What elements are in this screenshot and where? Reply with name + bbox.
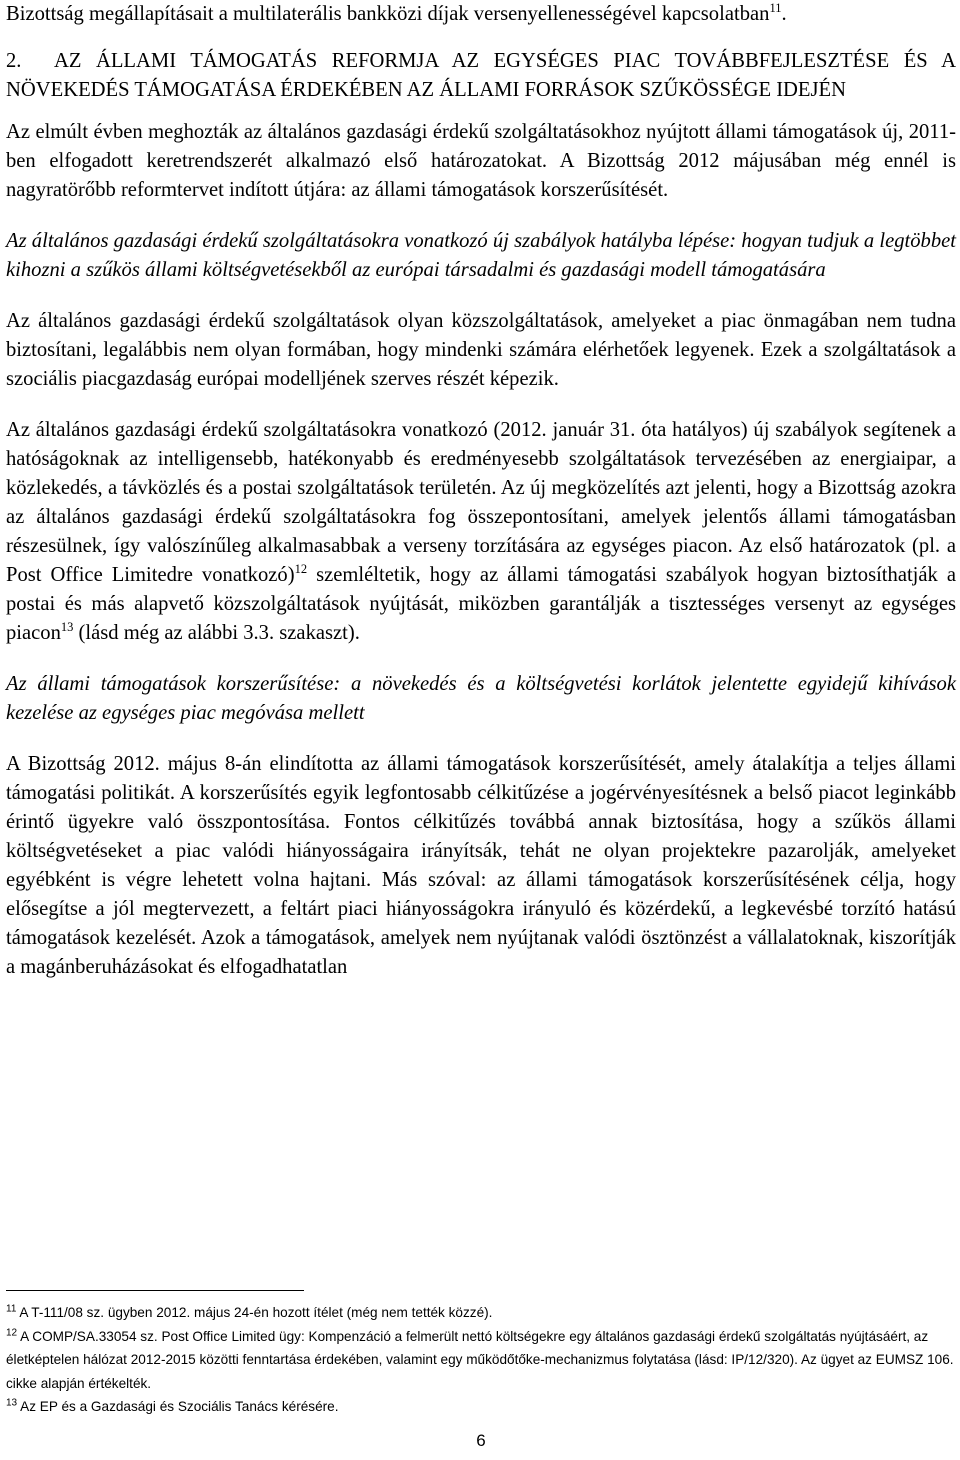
footnote-ref-11[interactable]: 11 [769, 0, 782, 15]
page-number: 6 [476, 1431, 486, 1450]
subheading-1: Az általános gazdasági érdekű szolgáltatásokra vonatkozó új szabályok hatályba lépése: hogyan tudjuk a legtöbbet kihozni a szűkös állami költségvetésekből az európai társadalmi és gazdasági modell támogatására [6, 230, 956, 281]
subheading-2: Az állami támogatások korszerűsítése: a növekedés és a költségvetési korlátok jelentette egyidejű kihívások kezelése az egységes piac megóvása mellett [6, 673, 956, 724]
footnotes [6, 1301, 956, 1419]
intro-end: . [781, 3, 787, 25]
body-text [6, 0, 956, 982]
intro-text: Bizottság megállapításait a multilaterális bankközi díjak versenyellenességével kapcsolatban [6, 3, 770, 25]
footnote-12 [6, 1325, 956, 1396]
paragraph-4: A Bizottság 2012. május 8-án elindította az állami támogatások korszerűsítését, amely átalakítja a teljes állami támogatási politikát. A korszerűsítés egyik legfontosabb célkitűzése a jogérvényesítésnek a belső piacot leginkább érintő ügyekre való összpontosítása. Fontos célkitűzés továbbá annak biztosítása, hogy a szűkös állami költségvetéseket a piac valódi hiányosságaira irányítsák, tehát ne olyan projektekre pazarolják, amelyeket egyébként is végre lehetett volna hajtani. Más szóval: az állami támogatások korszerűsítésének célja, hogy elősegítse a jól megtervezett, a feltárt piaci hiányosságokra irányuló és közérdekű, a legkevésbé torzító hatású támogatások kezelését. Azok a támogatások, amelyek nem nyújtanak valódi ösztönzést a vállalatoknak, kiszorítják a magánberuházásokat és elfogadhatatlan [6, 753, 956, 978]
paragraph-3-part-2: szemléltetik, hogy az állami támogatási szabályok hogyan biztosíthatják a postai és más alapvető közszolgáltatások nyújtását, miközben garantálják a tisztességes versenyt az egységes piacon [6, 564, 956, 644]
intro-paragraph [6, 0, 956, 29]
footnote-separator [6, 1290, 304, 1291]
footnote-mark: 13 [6, 1397, 18, 1409]
section-title: AZ ÁLLAMI TÁMOGATÁS REFORMJA AZ EGYSÉGES PIAC TOVÁBBFEJLESZTÉSE ÉS A NÖVEKEDÉS TÁMOGATÁSA ÉRDEKÉBEN AZ ÁLLAMI FORRÁSOK SZŰKÖSSÉGE IDEJÉN [6, 50, 956, 101]
footnote-ref-13[interactable]: 13 [60, 619, 74, 634]
paragraph-3 [6, 416, 956, 648]
footnote-text: A COMP/SA.33054 sz. Post Office Limited ügy: Kompenzáció a felmerült nettó költségekre egy általános gazdasági érdekű szolgáltatás nyújtásáért, az életképtelen hálózat 2012-2015 közötti fenntartása érdekében, valamint egy működőtőke-mechanizmus folytatása (lásd: IP/12/320). Az ügyet az EUMSZ 106. cikke alapján értékelték. [6, 1328, 954, 1391]
footnote-text: A T-111/08 sz. ügyben 2012. május 24-én hozott ítélet (még nem tették közzé). [19, 1305, 493, 1320]
paragraph-1: Az elmúlt évben meghozták az általános gazdasági érdekű szolgáltatásokhoz nyújtott állami támogatások új, 2011-ben elfogadott keretrendszerét alkalmazó első határozatokat. A Bizottság 2012 májusában még ennél is nagyratörőbb reformtervet indított útjára: az állami támogatások korszerűsítését. [6, 121, 956, 201]
paragraph-2: Az általános gazdasági érdekű szolgáltatások olyan közszolgáltatások, amelyeket a piac önmagában nem tudna biztosítani, legalábbis nem olyan formában, hogy mindenki számára elérhetőek legyenek. Ezek a szolgáltatások a szociális piacgazdaság európai modelljének szerves részét képezik. [6, 310, 956, 390]
footnote-mark: 11 [6, 1303, 17, 1315]
footnote-mark: 12 [6, 1327, 18, 1338]
section-heading [6, 47, 956, 105]
footnote-text: Az EP és a Gazdasági és Szociális Tanács kérésére. [20, 1399, 339, 1414]
paragraph-3-part-1: Az általános gazdasági érdekű szolgáltatásokra vonatkozó (2012. január 31. óta hatályos) új szabályok segítenek a hatóságoknak az intelligensebb, hatékonyabb és eredményesebb szolgáltatások tervezésében az energiaipar, a közlekedés, a távközlés és a postai szolgáltatások területén. Az új megközelítés azt jelenti, hogy a Bizottság azokra az általános gazdasági érdekű szolgáltatásokra fog összepontosítani, amelyek jelentős állami támogatásban részesülnek, így valószínűleg alkalmasabbak a verseny torzítására az egységes piacon. Az első határozatok (pl. a Post Office Limitedre vonatkozó) [6, 419, 956, 586]
section-number: 2. [6, 50, 22, 72]
footnote-13 [6, 1395, 956, 1419]
footnote-11 [6, 1301, 956, 1325]
footnote-ref-12[interactable]: 12 [294, 561, 308, 576]
paragraph-3-part-3: (lásd még az alábbi 3.3. szakaszt). [73, 622, 360, 644]
